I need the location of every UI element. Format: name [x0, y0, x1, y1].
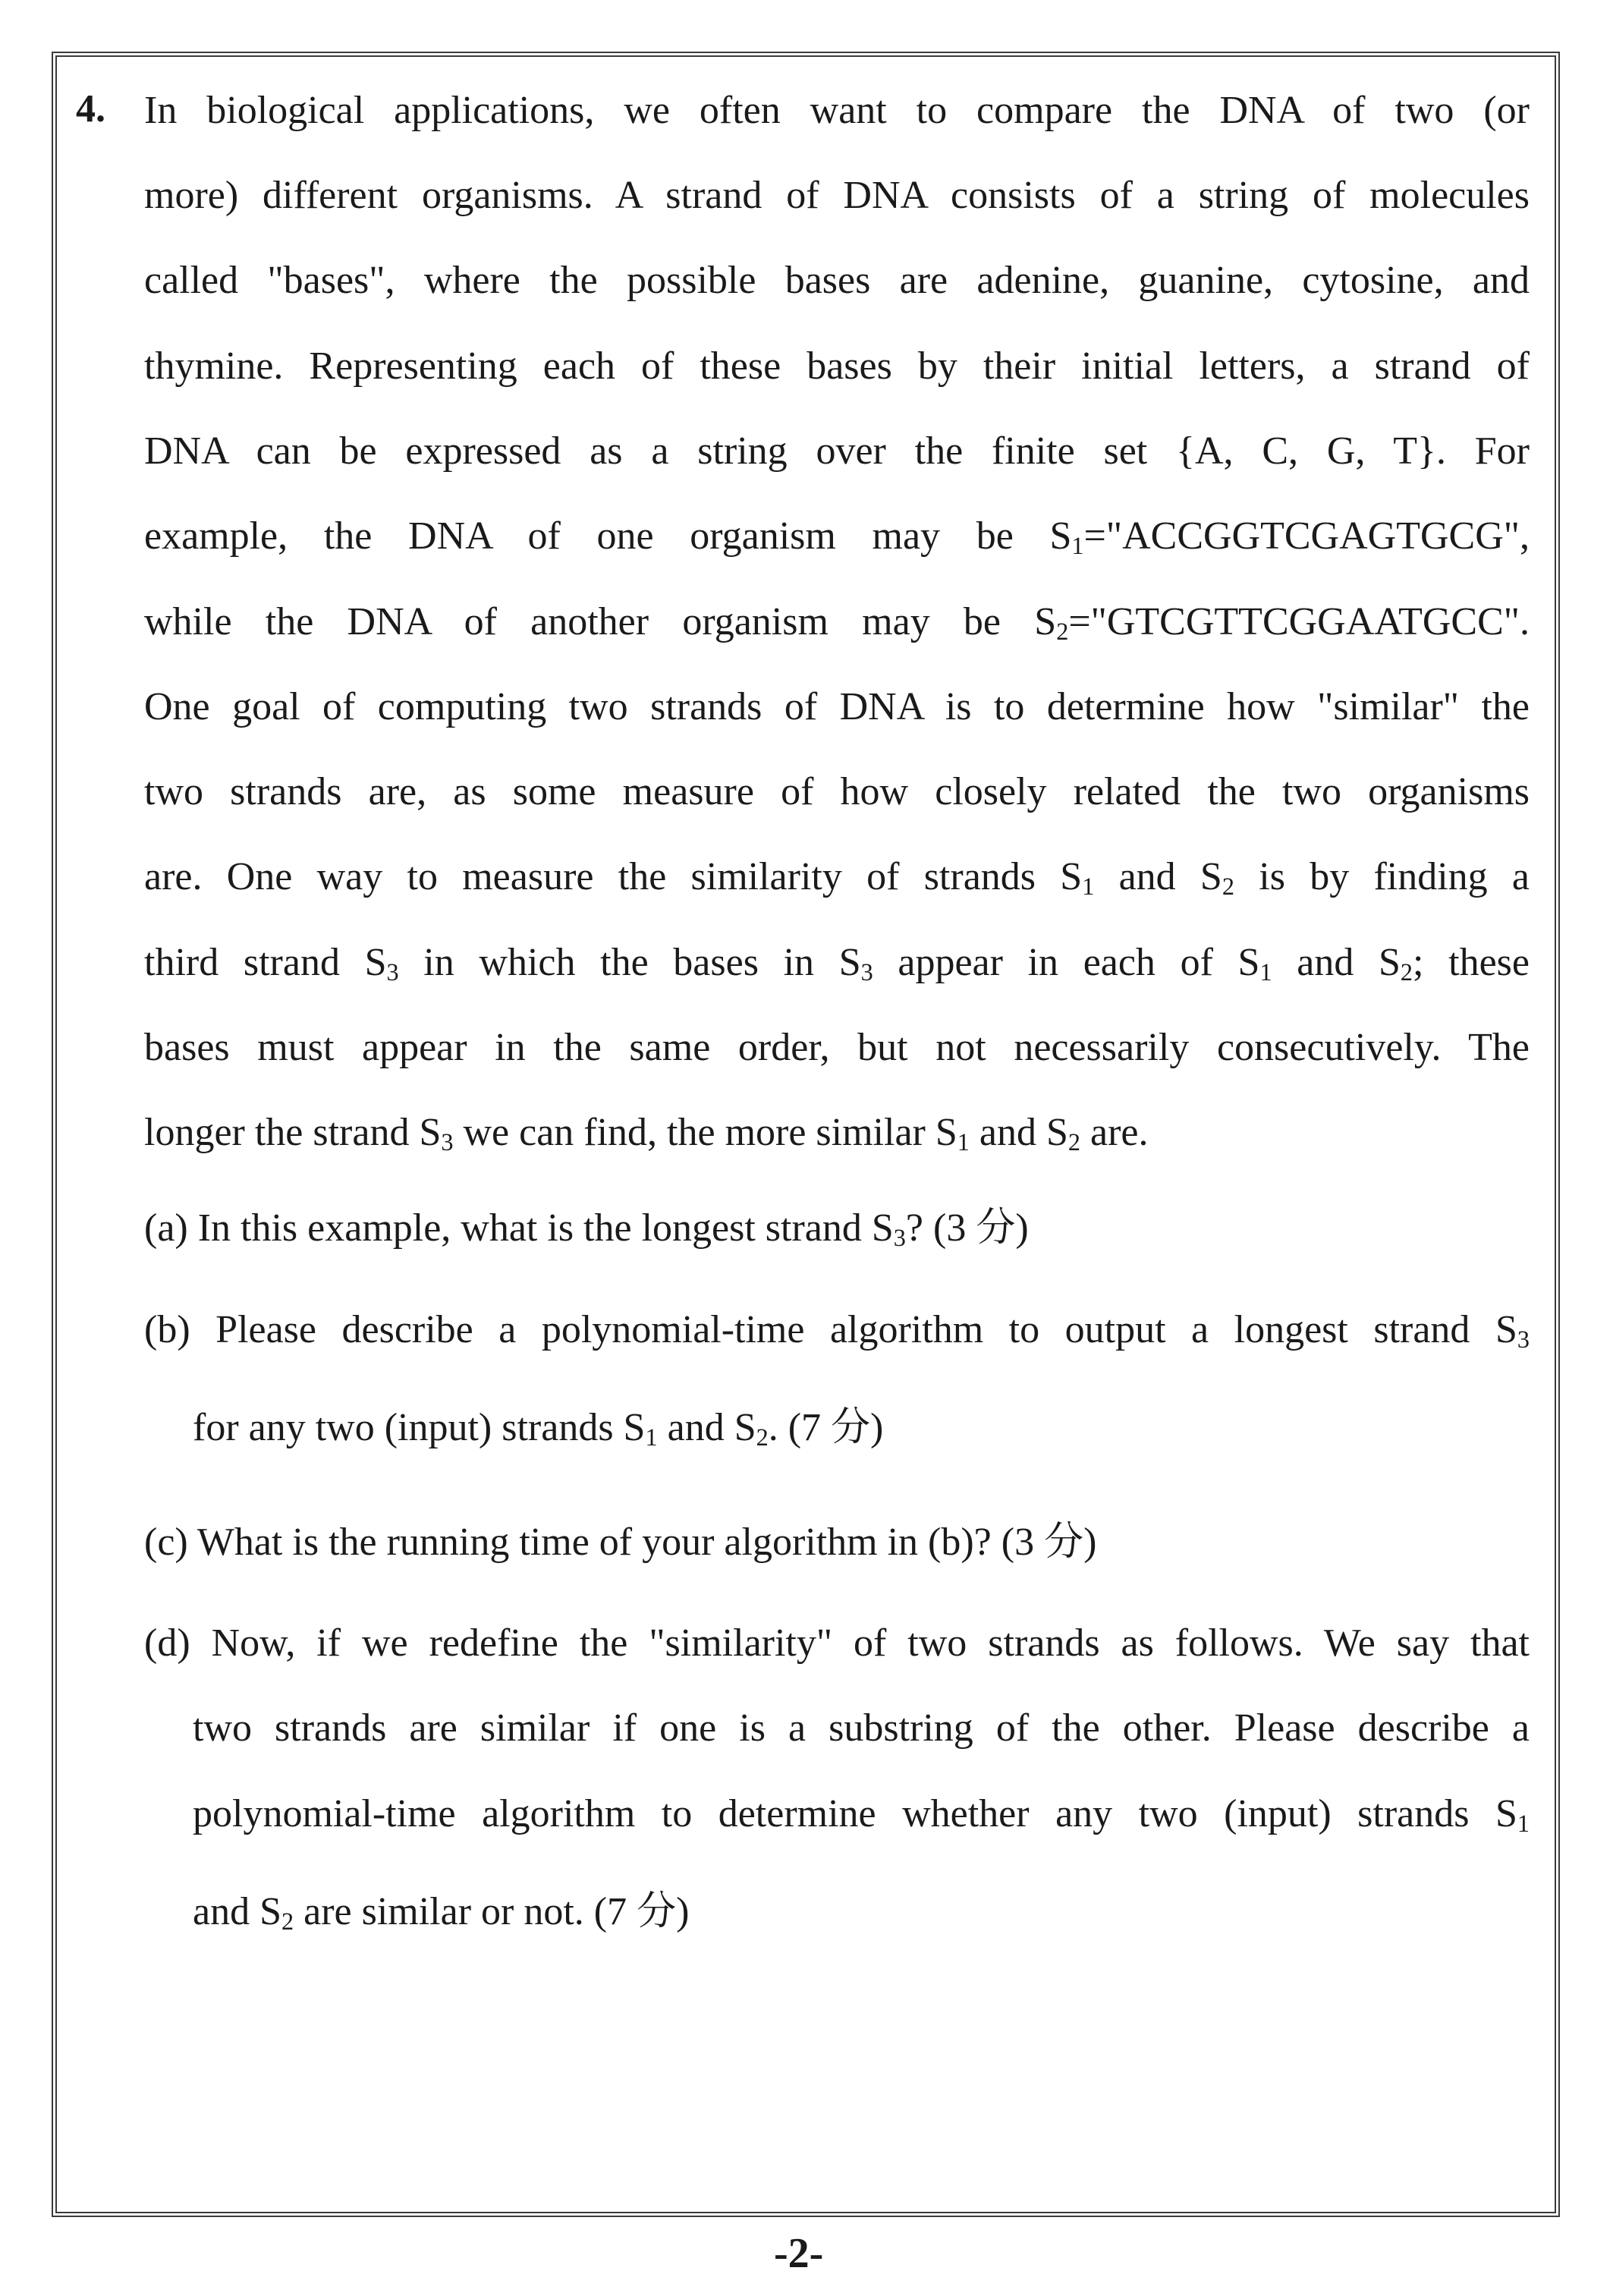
intro-line: more) different organisms. A strand of DNA consists of a string of molecules — [144, 174, 1530, 217]
intro-line: thymine. Representing each of these bases by their initial letters, a strand of — [144, 344, 1530, 388]
subquestion-d-continued: polynomial-time algorithm to determine whether any two (input) strands $S_1$ — [193, 1792, 1530, 1838]
subquestion-a: (a) In this example, what is the longest strand $S_3$? (3 分) — [144, 1206, 1029, 1252]
page-number: -2- — [774, 2230, 824, 2277]
intro-line: third strand $S_3$ in which the bases in $S_3$ appear in each of $S_1$ and $S_2$; these — [144, 941, 1530, 986]
intro-line: example, the DNA of one organism may be $S_1="ACCGGTCGAGTGCG$", — [144, 514, 1530, 560]
subquestion-b-continued: for any two (input) strands $S_1$ and $S_2$. (7 分) — [193, 1406, 884, 1452]
intro-line: longer the strand $S_3$ we can find, the more similar $S_1$ and $S_2$ are. — [144, 1111, 1149, 1156]
subquestion-d-continued: two strands are similar if one is a substring of the other. Please describe a — [193, 1706, 1530, 1750]
intro-line: One goal of computing two strands of DNA is to determine how "similar" the — [144, 685, 1530, 728]
intro-line: bases must appear in the same order, but not necessarily consecutively. The — [144, 1026, 1530, 1069]
intro-line: In biological applications, we often want to compare the DNA of two (or — [144, 89, 1530, 132]
intro-line: are. One way to measure the similarity of strands $S_1$ and $S_2$ is by finding a — [144, 855, 1530, 901]
subquestion-d: (d) Now, if we redefine the "similarity" of two strands as follows. We say that — [144, 1621, 1530, 1665]
intro-line: DNA can be expressed as a string over the finite set {A, C, G, T}. For — [144, 429, 1530, 473]
subquestion-c: (c) What is the running time of your algorithm in (b)? (3 分) — [144, 1521, 1097, 1564]
intro-line: while the DNA of another organism may be $S_2="GTCGTTCGGAATGCC$". — [144, 600, 1530, 646]
intro-line: two strands are, as some measure of how closely related the two organisms — [144, 770, 1530, 813]
intro-line: called "bases", where the possible bases are adenine, guanine, cytosine, and — [144, 259, 1530, 302]
subquestion-d-continued: and $S_2$ are similar or not. (7 分) — [193, 1890, 690, 1936]
subquestion-b: (b) Please describe a polynomial-time algorithm to output a longest strand $S_3$ — [144, 1308, 1530, 1354]
question-number: 4. — [76, 87, 105, 131]
